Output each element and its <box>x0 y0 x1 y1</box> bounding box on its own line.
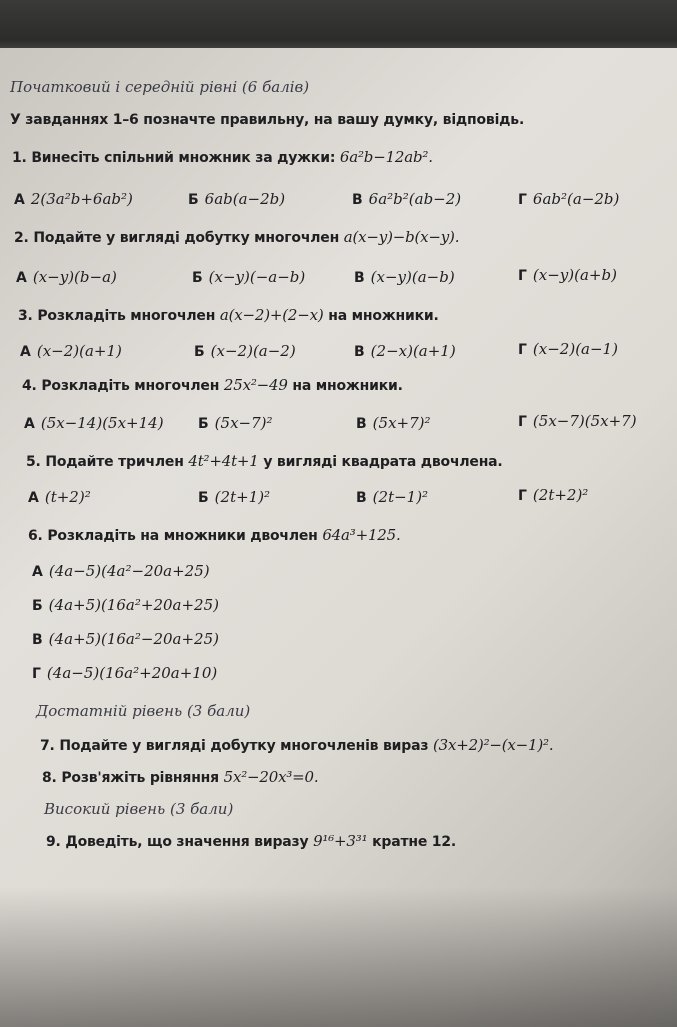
question-3-expression: a(x−2)+(2−x) <box>219 306 324 324</box>
question-9 <box>46 832 456 850</box>
option-value: (4a−5)(16a²+20a+10) <box>46 664 218 682</box>
question-8-expression: 5x²−20x³=0. <box>223 768 319 786</box>
q3-option-b[interactable] <box>194 342 296 360</box>
level-heading-basic: Початковий і середній рівні (6 балів) <box>10 78 310 96</box>
question-5 <box>26 452 503 470</box>
question-3-text: 3. Розкладіть многочлен <box>18 308 216 324</box>
photo-shadow <box>0 887 677 1027</box>
level-heading-high: Високий рівень (3 бали) <box>44 800 234 818</box>
option-letter: Г <box>518 268 527 284</box>
instructions: У завданнях 1–6 позначте правильну, на вашу думку, відповідь. <box>10 112 525 128</box>
q1-option-a[interactable] <box>14 190 133 208</box>
question-6 <box>28 526 401 544</box>
question-7 <box>40 736 553 754</box>
q3-option-d[interactable] <box>518 340 618 358</box>
question-4 <box>22 376 403 394</box>
question-5-text: 5. Подайте тричлен <box>26 454 184 470</box>
q1-option-d[interactable] <box>518 190 619 208</box>
question-3-text-after: на множники. <box>328 308 439 324</box>
q4-option-b[interactable] <box>198 414 273 432</box>
question-1-text: 1. Винесіть спільний множник за дужки: <box>12 150 336 166</box>
question-2-text: 2. Подайте у вигляді добутку многочлен <box>14 230 340 246</box>
q6-option-c[interactable] <box>32 630 219 648</box>
question-9-expression: 9¹⁶+3³¹ <box>313 832 368 850</box>
option-value: (x−2)(a−2) <box>210 342 296 360</box>
question-8 <box>42 768 318 786</box>
option-letter: А <box>24 416 35 432</box>
option-letter: Г <box>518 488 527 504</box>
q2-option-a[interactable] <box>16 268 117 286</box>
q5-option-b[interactable] <box>198 488 270 506</box>
option-value: 6ab(a−2b) <box>204 190 286 208</box>
option-value: 6a²b²(ab−2) <box>368 190 462 208</box>
q5-option-d[interactable] <box>518 486 588 504</box>
question-6-text: 6. Розкладіть на множники двочлен <box>28 528 318 544</box>
question-4-text-after: на множники. <box>292 378 403 394</box>
q6-option-a[interactable] <box>32 562 210 580</box>
option-value: (5x−7)(5x+7) <box>532 412 637 430</box>
option-value: (4a+5)(16a²−20a+25) <box>48 630 219 648</box>
question-4-text: 4. Розкладіть многочлен <box>22 378 220 394</box>
option-letter: В <box>354 344 365 360</box>
question-7-expression: (3x+2)²−(x−1)². <box>432 736 554 754</box>
level-heading-sufficient: Достатній рівень (3 бали) <box>36 702 251 720</box>
option-letter: Б <box>198 416 209 432</box>
question-3 <box>18 306 439 324</box>
option-letter: Г <box>518 342 527 358</box>
option-letter: Б <box>192 270 203 286</box>
option-value: (x−y)(a−b) <box>370 268 455 286</box>
question-2-expression: a(x−y)−b(x−y). <box>343 228 460 246</box>
option-letter: В <box>32 632 43 648</box>
option-value: (2−x)(a+1) <box>370 342 456 360</box>
option-letter: А <box>20 344 31 360</box>
q5-option-a[interactable] <box>28 488 91 506</box>
q3-option-a[interactable] <box>20 342 122 360</box>
option-letter: Б <box>32 598 43 614</box>
option-letter: А <box>28 490 39 506</box>
option-letter: А <box>32 564 43 580</box>
question-2 <box>14 228 459 246</box>
worksheet-page <box>0 48 677 1027</box>
q2-option-d[interactable] <box>518 266 617 284</box>
option-value: 2(3a²b+6ab²) <box>30 190 133 208</box>
q6-option-b[interactable] <box>32 596 219 614</box>
option-value: (2t−1)² <box>372 488 429 506</box>
question-1-expression: 6a²b−12ab². <box>339 148 433 166</box>
option-letter: Г <box>518 192 527 208</box>
question-9-text-after: кратне 12. <box>372 834 457 850</box>
question-8-text: 8. Розв'яжіть рівняння <box>42 770 219 786</box>
q1-option-c[interactable] <box>352 190 461 208</box>
q6-option-d[interactable] <box>32 664 217 682</box>
option-letter: В <box>352 192 363 208</box>
q5-option-c[interactable] <box>356 488 428 506</box>
option-value: (2t+1)² <box>214 488 271 506</box>
option-value: (x−y)(b−a) <box>32 268 117 286</box>
q4-option-d[interactable] <box>518 412 637 430</box>
option-value: (5x−14)(5x+14) <box>40 414 164 432</box>
option-letter: А <box>16 270 27 286</box>
option-value: (x−2)(a+1) <box>36 342 122 360</box>
option-value: (2t+2)² <box>532 486 589 504</box>
q3-option-c[interactable] <box>354 342 456 360</box>
option-value: (x−y)(−a−b) <box>208 268 306 286</box>
q2-option-c[interactable] <box>354 268 455 286</box>
option-letter: А <box>14 192 25 208</box>
option-letter: Б <box>198 490 209 506</box>
option-value: (t+2)² <box>44 488 91 506</box>
question-6-expression: 64a³+125. <box>322 526 401 544</box>
option-letter: Б <box>188 192 199 208</box>
option-letter: Б <box>194 344 205 360</box>
question-4-expression: 25x²−49 <box>223 376 288 394</box>
question-1 <box>12 148 433 166</box>
option-value: (4a−5)(4a²−20a+25) <box>48 562 210 580</box>
option-letter: В <box>356 490 367 506</box>
option-letter: Г <box>518 414 527 430</box>
q2-option-b[interactable] <box>192 268 305 286</box>
q4-option-a[interactable] <box>24 414 164 432</box>
option-value: 6ab²(a−2b) <box>532 190 620 208</box>
option-value: (x−y)(a+b) <box>532 266 617 284</box>
option-value: (4a+5)(16a²+20a+25) <box>48 596 219 614</box>
option-value: (5x−7)² <box>214 414 273 432</box>
question-7-text: 7. Подайте у вигляді добутку многочленів вираз <box>40 738 429 754</box>
option-value: (x−2)(a−1) <box>532 340 618 358</box>
option-letter: Г <box>32 666 41 682</box>
question-9-text: 9. Доведіть, що значення виразу <box>46 834 309 850</box>
question-5-text-after: у вигляді квадрата двочлена. <box>263 454 503 470</box>
question-5-expression: 4t²+4t+1 <box>188 452 259 470</box>
option-letter: В <box>356 416 367 432</box>
q1-option-b[interactable] <box>188 190 285 208</box>
q4-option-c[interactable] <box>356 414 431 432</box>
option-letter: В <box>354 270 365 286</box>
option-value: (5x+7)² <box>372 414 431 432</box>
